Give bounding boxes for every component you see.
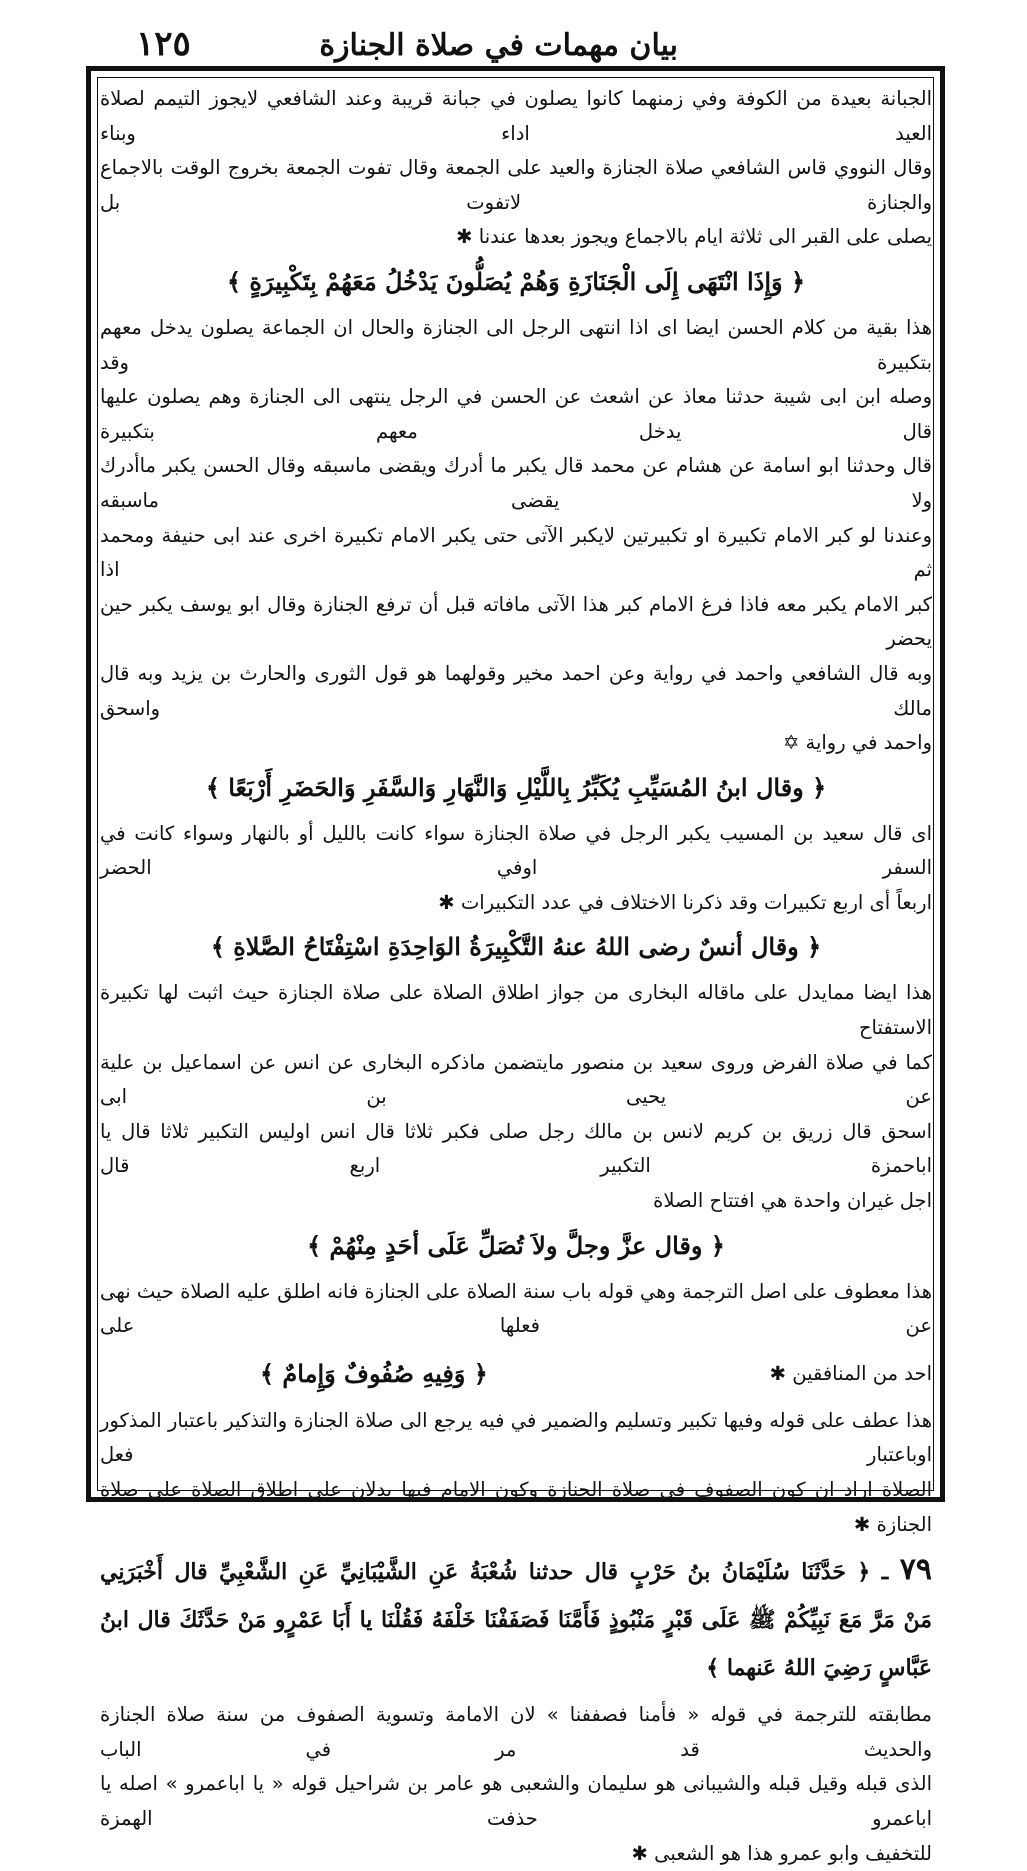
- hadith-number: ٧٩: [899, 1552, 932, 1588]
- matn-heading: ﴿ وقال عزَّ وجلَّ ولاَ تُصَلِّ عَلَى أحَدٍ مِنْهُمْ ﴾: [307, 1230, 725, 1260]
- commentary-line: قال وحدثنا ابو اسامة عن هشام عن محمد قال يكبر ما أدرك ويقضى ماسبقه وقال الحسن يكبر ماأدرك ولا يقضى ماسبقه: [100, 454, 932, 512]
- commentary-line: وصله ابن ابى شيبة حدثنا معاذ عن اشعث عن الحسن في الرجل ينتهى الى الجنازة وهم يصلون عليها قال يدخل معهم بتكبيرة: [100, 385, 932, 443]
- commentary-line: الذى قبله وقيل قبله والشيبانى هو سليمان والشعبى هو عامر بن شراحيل قوله « يا اباعمرو » اصله يا اباعمرو حذفت الهمزة: [100, 1772, 932, 1830]
- commentary-line: هذا معطوف على اصل الترجمة وهي قوله باب سنة الصلاة على الجنازة فانه اطلق عليه الصلاة حيث نهى عن فعلها على: [100, 1279, 932, 1338]
- commentary-line: هذا ايضا ممايدل على ماقاله البخارى من جواز اطلاق الصلاة على صلاة الجنازة حيث اثبت لها تكبيرة الاستفتاح: [100, 981, 932, 1040]
- hadith-isnad: ﴿ حَدَّثَنَا سُلَيْمَانُ بنُ حَرْبٍ قال حدثنا شُعْبَةُ عَنِ الشَّيْبَانِيِّ عَنِ الشَّعْبِيِّ قال أَخْبَرَنِي: [100, 1559, 871, 1586]
- hadith-line: عَبَّاسٍ رَضِيَ اللهُ عَنهما ﴾: [706, 1655, 932, 1682]
- commentary-line: اربعاً أى اربع تكبيرات وقد ذكرنا الاختلاف في عدد التكبيرات ✱: [438, 890, 932, 914]
- commentary-line: الصلاة اراد ان كون الصفوف في صلاة الجنازة وكون الامام فيها يدلان على اطلاق الصلاة على صلاة الجنازة ✱: [100, 1478, 932, 1536]
- commentary-line: كبر الامام يكبر معه فاذا فرغ الامام كبر هذا الآتى مافاته قبل أن ترفع الجنازة وقال ابو يوسف يكبر حين يحضر: [100, 592, 932, 651]
- commentary-line: للتخفيف وابو عمرو هذا هو الشعبى ✱: [631, 1841, 932, 1865]
- commentary-line: واحمد في رواية ✡: [782, 731, 932, 755]
- commentary-line: وعندنا لو كبر الامام تكبيرة او تكبيرتين لايكبر الآتى حتى يكبر الامام تكبيرة اخرى عند ابى حنيفة ومحمد ثم اذا: [100, 523, 932, 582]
- running-title: بيان مهمات في صلاة الجنازة: [319, 28, 678, 63]
- commentary-line: اجل غيران واحدة هي افتتاح الصلاة: [653, 1189, 932, 1213]
- commentary-line: اسحق قال زريق بن كريم لانس بن مالك رجل صلى فكبر ثلاثا قال انس اوليس التكبير ثلاثا قال يا اباحمزة التكبير اربع قال: [100, 1119, 932, 1178]
- commentary-line: مطابقته للترجمة في قوله « فأمنا فصففنا » لان الامامة وتسوية الصفوف من سنة صلاة الجنازة والحديث قد مر في الباب: [100, 1703, 932, 1761]
- page-body: [100, 82, 932, 1871]
- inline-heading-row: [100, 1344, 932, 1404]
- commentary-line: كما في صلاة الفرض وروى سعيد بن منصور مايتضمن ماذكره البخارى عن انس عن اسماعيل بن علية عن يحيى بن ابى: [100, 1050, 932, 1109]
- matn-heading: ﴿ وَفِيهِ صُفُوفٌ وَإِمامٌ ﴾: [260, 1359, 488, 1389]
- commentary-line: الجبانة بعيدة من الكوفة وفي زمنهما كانوا يصلون في جبانة قريبة وعند الشافعي لايجوز التيمم لصلاة العيد اداء وبناء: [100, 87, 932, 145]
- commentary-line: هذا عطف على قوله وفيها تكبير وتسليم والضمير في فيه يرجع الى صلاة الجنازة والتذكير باعتبار المذكور اوباعتبار فعل: [100, 1408, 932, 1467]
- page-header: [88, 22, 948, 72]
- hadith-line: ٧٩ ـ ﴿ حَدَّثَنَا سُلَيْمَانُ بنُ حَرْبٍ قال حدثنا شُعْبَةُ عَنِ الشَّيْبَانِيِّ عَنِ الشَّعْبِيِّ قال أَخْبَرَنِي: [100, 1552, 932, 1588]
- page-number: ١٢٥: [136, 24, 191, 64]
- matn-heading: ﴿ وقال ابنُ المُسَيِّبِ يُكَبِّرُ بِاللَّيْلِ وَالنَّهَارِ وَالسَّفَرِ وَالحَضَرِ أَرْبَعًا ﴾: [205, 772, 827, 802]
- commentary-line: وبه قال الشافعي واحمد في رواية وعن احمد مخير وقولهما هو قول الثورى والحارث بن يزيد وبه قال مالك واسحق: [100, 661, 932, 720]
- commentary-line-end: احد من المنافقين ✱: [769, 1362, 932, 1386]
- commentary-line: وقال النووي قاس الشافعي صلاة الجنازة والعيد على الجمعة وقال تفوت الجمعة بخروج الوقت بالاجماع والجنازة لاتفوت بل: [100, 156, 932, 214]
- matn-heading: ﴿ وَإِذَا انْتَهَى إِلَى الْجَنَازَةِ وَهُمْ يُصَلُّونَ يَدْخُلُ مَعَهُمْ بِتَكْبِيرَةٍ ﴾: [226, 266, 806, 296]
- matn-heading: ﴿ وقال أنسٌ رضى اللهُ عنهُ التَّكْبِيرَةُ الوَاحِدَةِ اسْتِفْتَاحُ الصَّلاةِ ﴾: [210, 932, 822, 962]
- commentary-line: اى قال سعيد بن المسيب يكبر الرجل في صلاة الجنازة سواء كانت بالليل أو بالنهار وسواء كانت في السفر اوفي الحضر: [100, 821, 932, 880]
- commentary-line: هذا بقية من كلام الحسن ايضا اى اذا انتهى الرجل الى الجنازة والحال ان الجماعة يصلون يدخل معهم بتكبيرة وقد: [100, 315, 932, 374]
- hadith-line: مَنْ مَرَّ مَعَ نَبِيِّكُمْ ﷺ عَلَى قَبْرٍ مَنْبُوذٍ فَأَمَّنَا فَصَفَفْنَا خَلْفَهُ فَقُلْنَا يا أَبَا عَمْرٍو مَنْ حَدَّثَكَ قال ابنُ: [100, 1607, 932, 1634]
- commentary-line: يصلى على القبر الى ثلاثة ايام بالاجماع ويجوز بعدها عندنا ✱: [456, 225, 932, 249]
